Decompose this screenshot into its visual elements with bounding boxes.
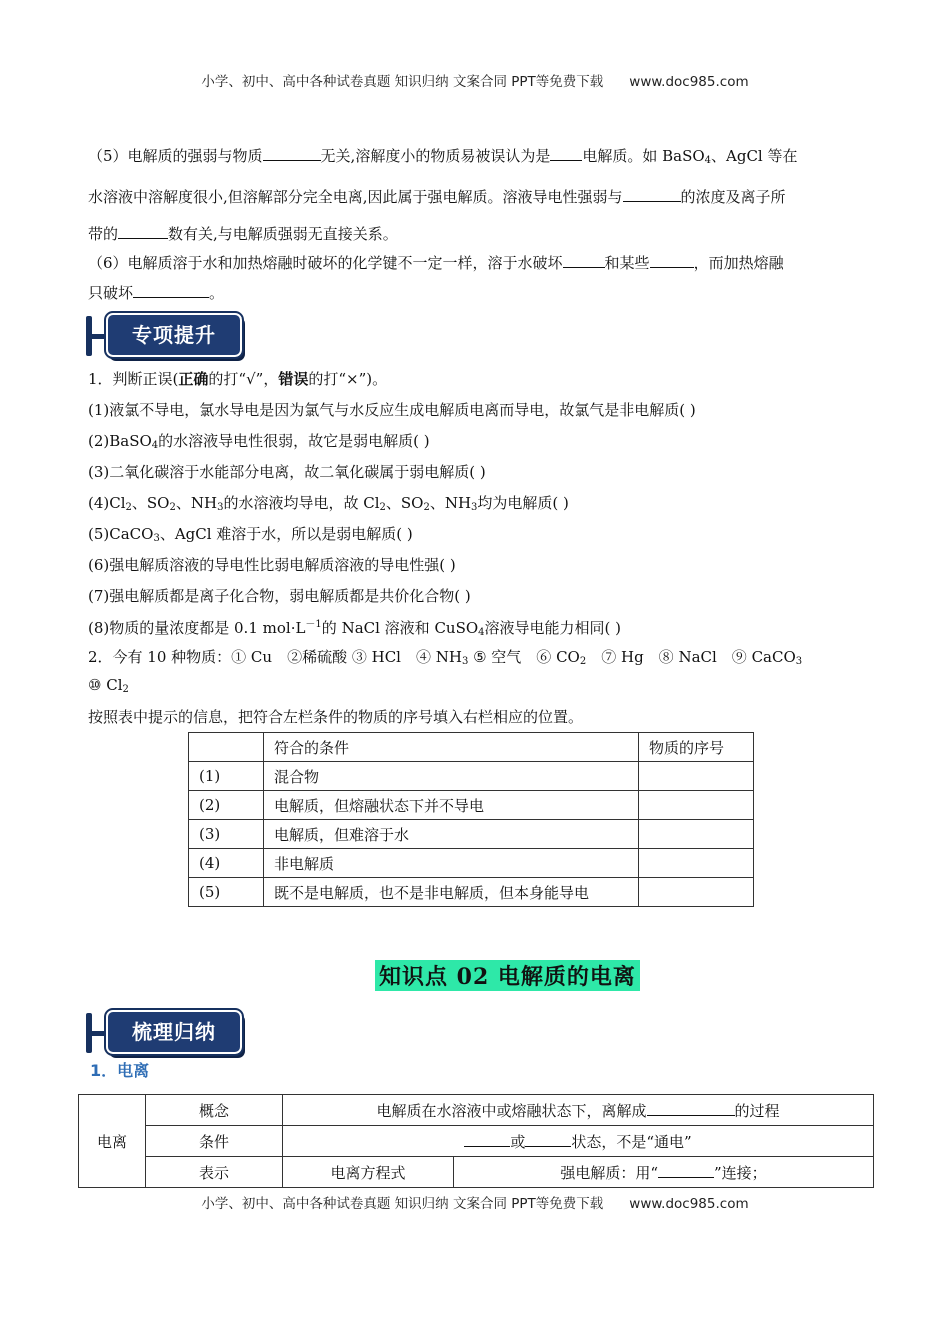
footer-text: 小学、初中、高中各种试卷真题 知识归纳 文案合同 PPT等免费下载 — [201, 1196, 604, 1212]
table-row: (4) 非电解质 — [189, 849, 754, 878]
condition-cell: 或 状态，不是“通电” — [283, 1126, 874, 1157]
q1-title: 1．判断正误(正确的打“√”，错误的打“×”)。 — [88, 370, 388, 388]
table-row: (2) 电解质，但熔融状态下并不导电 — [189, 791, 754, 820]
answer-cell[interactable] — [639, 878, 754, 907]
q2-table — [188, 732, 754, 907]
table-row: (3) 电解质，但难溶于水 — [189, 820, 754, 849]
page-header — [0, 70, 950, 90]
banner-summary — [86, 1010, 242, 1056]
q1-item-4: $(4)Cl_2$、$SO_2$、$NH_3$的水溶液均导电，故 $Cl_2$、$SO_2$、$NH_3$均为电解质( ) — [88, 494, 569, 513]
banner-title: 专项提升 — [106, 313, 242, 357]
banner-special-improve — [86, 313, 242, 359]
table-row: (1) 混合物 — [189, 762, 754, 791]
group-label: 电离 — [79, 1095, 146, 1188]
banner-title: 梳理归纳 — [106, 1010, 242, 1054]
q1-item-2: (2)BaSO$_4$的水溶液导电性很弱，故它是弱电解质( ) — [88, 432, 430, 451]
header-site: www.doc985.com — [629, 74, 749, 90]
ionization-table — [78, 1094, 874, 1188]
knowledge-point-title: 知识点 02 电解质的电离 — [375, 960, 640, 991]
q2-instruction: 按照表中提示的信息，把符合左栏条件的物质的序号填入右栏相应的位置。 — [88, 708, 584, 726]
paragraph-6: （6）电解质溶于水和加热熔融时破坏的化学键不一定一样，溶于水破坏 和某些 ，而加热熔融 只破坏 。 — [88, 254, 784, 302]
q2-line-2: ⑩ $Cl_2$ — [88, 676, 129, 695]
q1-item-8: (8)物质的量浓度都是 0.1 $mol\cdot L^{-1}$的 NaCl 溶液和 CuSO$_4$溶液导电能力相同( ) — [88, 619, 622, 638]
table-header-row: 符合的条件 物质的序号 — [189, 733, 754, 762]
q1-item-5: (5)CaCO$_3$、AgCl 难溶于水，所以是弱电解质( ) — [88, 525, 413, 544]
concept-cell: 电解质在水溶液中或熔融状态下，离解成 的过程 — [283, 1095, 874, 1126]
paragraph-5: （5）电解质的强弱与物质 无关,溶解度小的物质易被误认为是 电解质。如 BaSO$_4$、AgCl 等在 水溶液中溶解度很小,但溶解部分完全电离,因此属于强电解质。溶液导电性强弱与 的浓度及离子所 带的 数有关,与电解质强弱无直接关系。 — [88, 147, 798, 243]
row-label: 条件 — [146, 1126, 283, 1157]
table-row: (5) 既不是电解质，也不是非电解质，但本身能导电 — [189, 878, 754, 907]
row-label: 概念 — [146, 1095, 283, 1126]
page-footer — [0, 1192, 950, 1212]
answer-cell[interactable] — [639, 849, 754, 878]
header-text: 小学、初中、高中各种试卷真题 知识归纳 文案合同 PPT等免费下载 — [201, 74, 604, 90]
answer-cell[interactable] — [639, 791, 754, 820]
q1-item-7: (7)强电解质都是离子化合物，弱电解质都是共价化合物( ) — [88, 587, 471, 605]
q1-item-3: (3)二氧化碳溶于水能部分电离，故二氧化碳属于弱电解质( ) — [88, 463, 486, 481]
q2-line-1: 2．今有 10 种物质：① Cu ②稀硫酸 ③ HCl ④ $NH_3$ ⑤ 空气 ⑥ $CO_2$ ⑦ Hg ⑧ NaCl ⑨ CaCO$_3$ — [88, 648, 803, 667]
equation-label: 电离方程式 — [283, 1157, 454, 1188]
strong-electrolyte-cell: 强电解质：用“ ”连接； — [454, 1157, 874, 1188]
q1-item-6: (6)强电解质溶液的导电性比弱电解质溶液的导电性强( ) — [88, 556, 456, 574]
q1-item-1: (1)液氯不导电，氯水导电是因为氯气与水反应生成电解质电离而导电，故氯气是非电解质( ) — [88, 401, 696, 419]
answer-cell[interactable] — [639, 762, 754, 791]
section-heading: 1．电离 — [90, 1061, 150, 1080]
footer-site: www.doc985.com — [629, 1196, 749, 1212]
row-label: 表示 — [146, 1157, 283, 1188]
answer-cell[interactable] — [639, 820, 754, 849]
